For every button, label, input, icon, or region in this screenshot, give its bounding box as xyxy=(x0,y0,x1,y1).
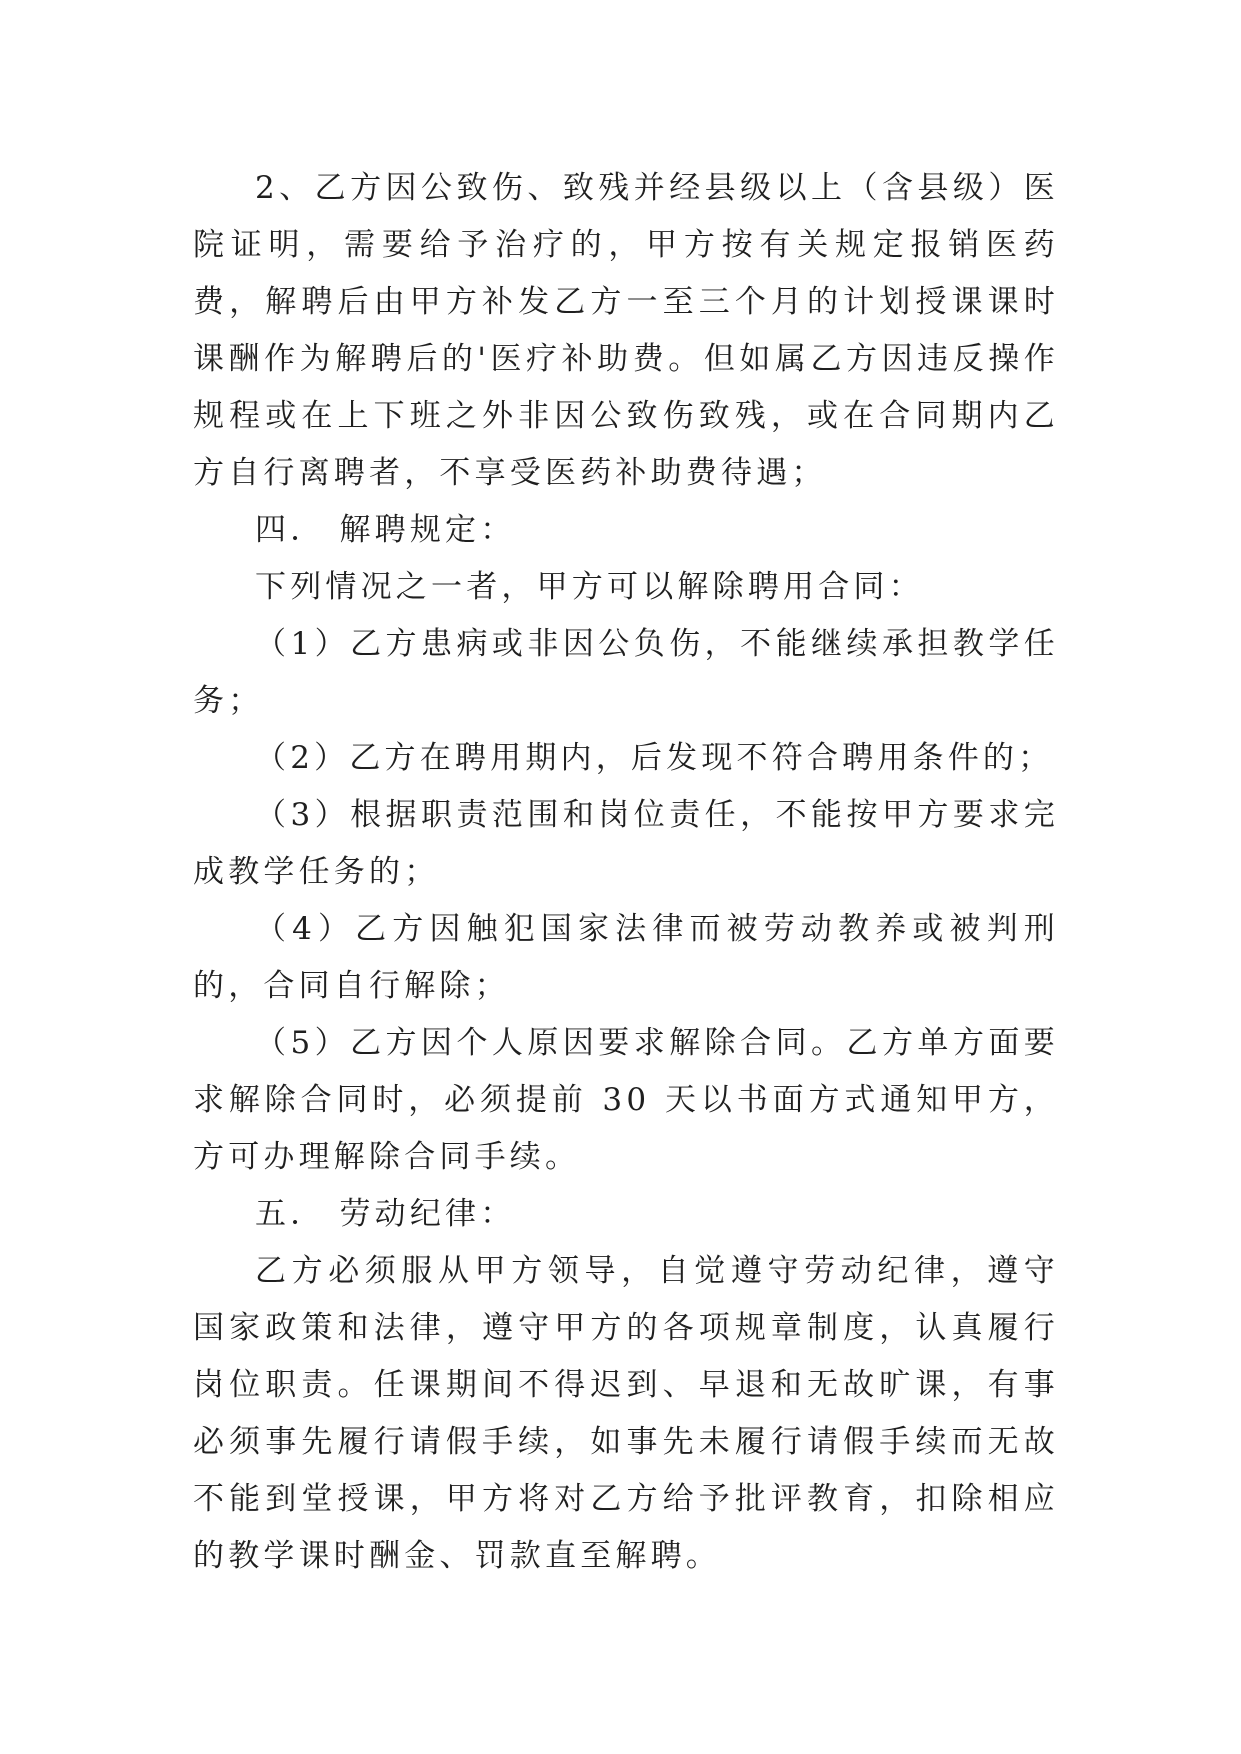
list-item-dismissal-4: （4）乙方因触犯国家法律而被劳动教养或被判刑的，合同自行解除； xyxy=(193,911,1059,1004)
list-item-dismissal-1: （1）乙方患病或非因公负伤，不能继续承担教学任务； xyxy=(193,626,1059,719)
list-item-dismissal-5: （5）乙方因个人原因要求解除合同。乙方单方面要求解除合同时，必须提前 30 天以书面方式通知甲方，方可办理解除合同手续。 xyxy=(193,1025,1059,1175)
paragraph-discipline: 乙方必须服从甲方领导，自觉遵守劳动纪律，遵守国家政策和法律，遵守甲方的各项规章制度，认真履行岗位职责。任课期间不得迟到、早退和无故旷课，有事必须事先履行请假手续，如事先未履行请假手续而无故不能到堂授课，甲方将对乙方给予批评教育，扣除相应的教学课时酬金、罚款直至解聘。 xyxy=(193,1253,1059,1574)
paragraph-injury-treatment: 2、乙方因公致伤、致残并经县级以上（含县级）医院证明，需要给予治疗的，甲方按有关规定报销医药费，解聘后由甲方补发乙方一至三个月的计划授课课时课酬作为解聘后的'医疗补助费。但如属乙方因违反操作规程或在上下班之外非因公致伤致残，或在合同期内乙方自行离聘者，不享受医药补助费待遇； xyxy=(193,170,1059,491)
list-item-dismissal-3: （3）根据职责范围和岗位责任，不能按甲方要求完成教学任务的； xyxy=(193,797,1059,890)
section-heading-discipline: 五． 劳动纪律： xyxy=(255,1196,516,1232)
document-body xyxy=(193,160,1059,1585)
list-item-dismissal-2: （2）乙方在聘用期内，后发现不符合聘用条件的； xyxy=(255,740,1054,776)
section-heading-dismissal: 四． 解聘规定： xyxy=(255,512,516,548)
paragraph-dismissal-intro: 下列情况之一者，甲方可以解除聘用合同： xyxy=(255,569,924,605)
